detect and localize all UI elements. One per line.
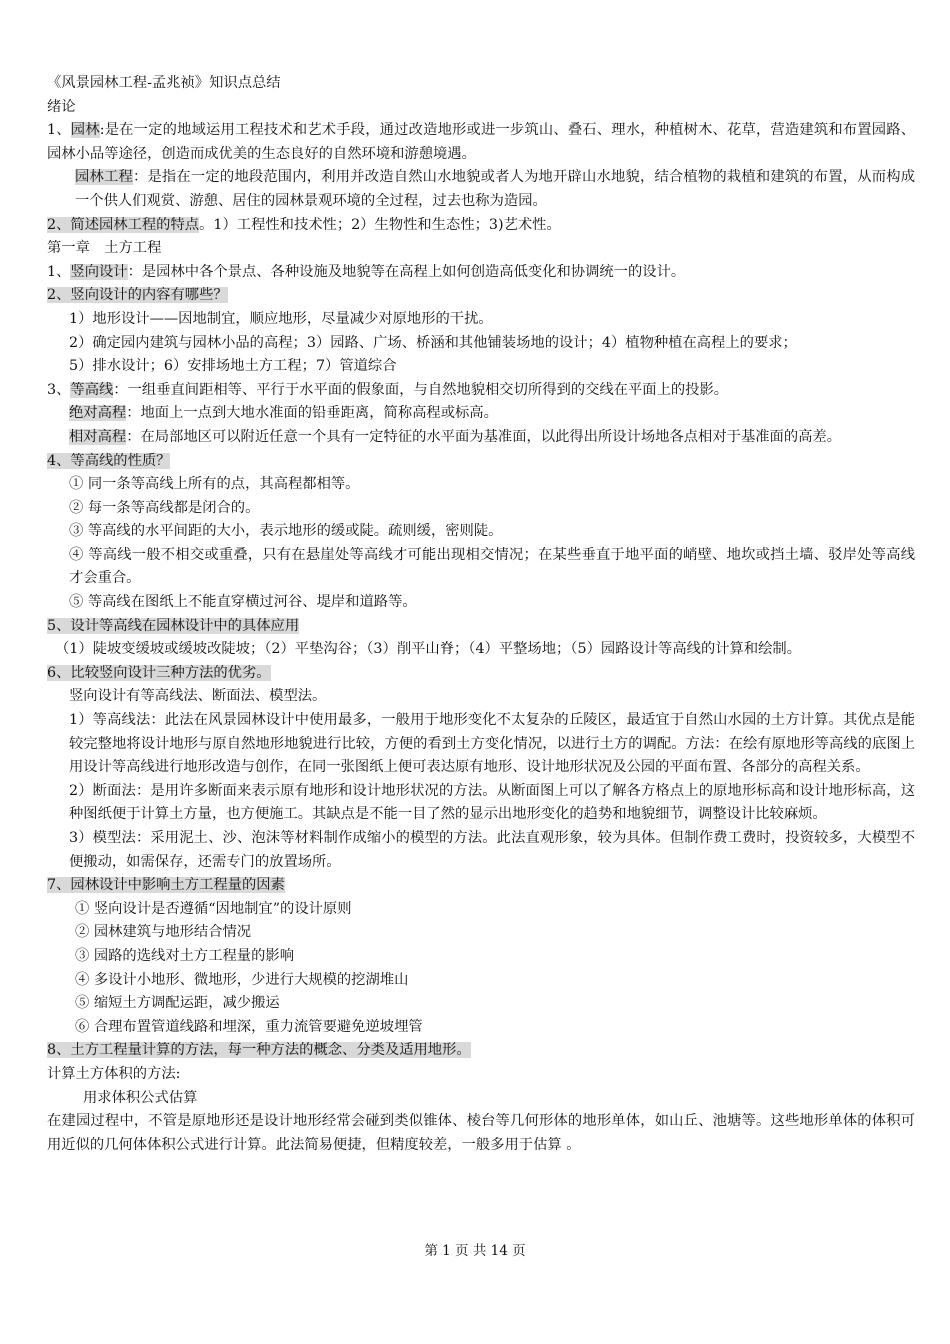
list-item: ③ 等高线的水平间距的大小，表示地形的缓或陡。疏则缓，密则陡。 (69, 523, 503, 540)
paragraph-contour (47, 379, 915, 403)
method-section: 2）断面法：是用许多断面来表示原有地形和设计地形状况的方法。从断面图上可以了解各方格点上的原地形标高和设计地形标高，这种图纸便于计算土方量，也方便施工。其缺点是不能一目了然的显示出地形变化的趋势和地貌细节，调整设计比较麻烦。 (69, 782, 915, 823)
question-heading-6 (47, 662, 915, 686)
paragraph-absolute-elevation (47, 402, 915, 426)
list-item: ① 竖向设计是否遵循“因地制宜”的设计原则 (75, 900, 352, 917)
paragraph-vertical-design (47, 261, 915, 285)
list-item: ④ 等高线一般不相交或重叠，只有在悬崖处等高线才可能出现相交情况；在某些垂直于地平面的峭壁、地坎或挡土墙、驳岸处等高线才会重合。 (69, 546, 915, 587)
question-2 (47, 214, 915, 238)
method-description: 在建园过程中，不管是原地形还是设计地形经常会碰到类似锥体、棱台等几何形体的地形单体，如山丘、池塘等。这些地形单体的体积可用近似的几何体体积公式进行计算。此法简易便捷，但精度较差，一般多用于估算 。 (47, 1113, 915, 1153)
answer-text: （1）陡坡变缓坡或缓坡改陡坡；（2）平垫沟谷；（3）削平山脊；（4）平整场地；（5）园路设计等高线的计算和绘制。 (55, 641, 802, 658)
term-garden-engineering: 园林工程 (75, 169, 133, 186)
paragraph-relative-elevation (47, 426, 915, 450)
definition-text: ：是园林中各个景点、各种设施及地貌等在高程上如何创造高低变化和协调统一的设计。 (127, 263, 686, 280)
question-heading-2 (47, 284, 915, 308)
item-number: 1、 (47, 122, 71, 139)
list-item: 5）排水设计；6）安排场地土方工程；7）管道综合 (69, 358, 397, 375)
question-heading: 2、简述园林工程的特点 (47, 216, 200, 233)
term-absolute-elevation: 绝对高程 (69, 405, 127, 422)
answer-text: 。1）工程性和技术性；2）生物性和生态性；3)艺术性。 (199, 216, 561, 233)
list-item: ⑥ 合理布置管道线路和埋深，重力流管要避免逆坡埋管 (75, 1018, 423, 1035)
list-item: 2）确定园内建筑与园林小品的高程；3）园路、广场、桥涵和其他铺装场地的设计；4）植物种植在高程上的要求； (69, 334, 797, 351)
definition-text: :是在一定的地域运用工程技术和艺术手段，通过改造地形或进一步筑山、叠石、理水，种植树木、花草，营造建筑和布置园路、园林小品等途径，创造而成优美的生态良好的自然环境和游憩境遇。 (47, 122, 915, 162)
question-heading-7 (47, 874, 915, 898)
list-item: ⑤ 缩短土方调配运距，减少搬运 (75, 995, 280, 1012)
question-heading-4 (47, 450, 915, 474)
item-number: 3、 (47, 381, 71, 398)
question-heading: 2、竖向设计的内容有哪些？ (47, 287, 228, 304)
definition-text: ：地面上一点到大地水准面的铅垂距离，简称高程或标高。 (126, 405, 498, 422)
item-number: 1、 (47, 263, 71, 280)
term-garden: 园林 (70, 122, 100, 139)
term-contour: 等高线 (70, 381, 114, 398)
document-title: 《风景园林工程-孟兆祯》知识点总结 (47, 75, 281, 91)
chapter-heading: 第一章 土方工程 (47, 240, 162, 257)
list-item: 1）地形设计——因地制宜，顺应地形，尽量减少对原地形的干扰。 (69, 310, 493, 327)
method-name: 用求体积公式估算 (83, 1089, 198, 1106)
method-model: 3）模型法：采用泥土、沙、泡沫等材料制作成缩小的模型的方法。此法直观形象，较为具体。但制作费工费时，投资较多，大模型不便搬动，如需保存，还需专门的放置场所。 (69, 830, 915, 870)
subheading: 计算土方体积的方法: (47, 1065, 181, 1082)
question-heading: 4、等高线的性质？ (47, 452, 171, 469)
question-heading: 7、园林设计中影响土方工程量的因素 (47, 877, 285, 894)
list-item: ③ 园路的选线对土方工程量的影响 (75, 947, 294, 964)
list-item: ⑤ 等高线在图纸上不能直穿横过河谷、堤岸和道路等。 (69, 594, 417, 611)
term-vertical-design: 竖向设计 (70, 263, 128, 280)
section-intro-heading: 绪论 (47, 98, 76, 115)
definition-text: ：在局部地区可以附近任意一个具有一定特征的水平面为基准面，以此得出所设计场地各点相对于基准面的高差。 (126, 428, 842, 445)
list-item: ② 每一条等高线都是闭合的。 (69, 499, 260, 516)
paragraph-garden-definition (47, 119, 915, 166)
question-heading: 6、比较竖向设计三种方法的优劣。 (47, 664, 271, 681)
definition-text: ：一组垂直间距相等、平行于水平面的假象面，与自然地貌相交切所得到的交线在平面上的投影。 (113, 381, 729, 398)
page-footer: 第 1 页 共 14 页 (424, 1243, 526, 1259)
paragraph-garden-engineering (47, 166, 915, 213)
list-item: ④ 多设计小地形、微地形，少进行大规模的挖湖堆山 (75, 971, 409, 988)
list-item: ① 同一条等高线上所有的点，其高程都相等。 (69, 476, 360, 493)
method-contour: 1）等高线法：此法在风景园林设计中使用最多，一般用于地形变化不太复杂的丘陵区，最适宜于自然山水园的土方计算。其优点是能较完整地将设计地形与原自然地形地貌进行比较，方便的看到土方变化情况，以进行土方的调配。方法：在绘有原地形等高线的底图上用设计等高线进行地形改造与创作，在同一张图纸上便可表达原有地形、设计地形状况及公园的平面布置、各部分的高程关系。 (69, 712, 915, 776)
term-relative-elevation: 相对高程 (69, 428, 127, 445)
definition-text: ：是指在一定的地段范围内，利用并改造自然山水地貌或者人为地开辟山水地貌，结合植物的栽植和建筑的布置，从而构成一个供人们观赏、游憩、居住的园林景观环境的全过程，过去也称为造园。 (75, 169, 916, 209)
answer-intro: 竖向设计有等高线法、断面法、模型法。 (69, 688, 327, 705)
list-item: ② 园林建筑与地形结合情况 (75, 924, 252, 941)
question-heading: 5、设计等高线在园林设计中的具体应用 (47, 617, 300, 634)
document-page (47, 72, 915, 1157)
question-heading: 8、土方工程量计算的方法，每一种方法的概念、分类及适用地形。 (47, 1042, 471, 1059)
question-heading-5 (47, 615, 915, 639)
question-heading-8 (47, 1039, 915, 1063)
